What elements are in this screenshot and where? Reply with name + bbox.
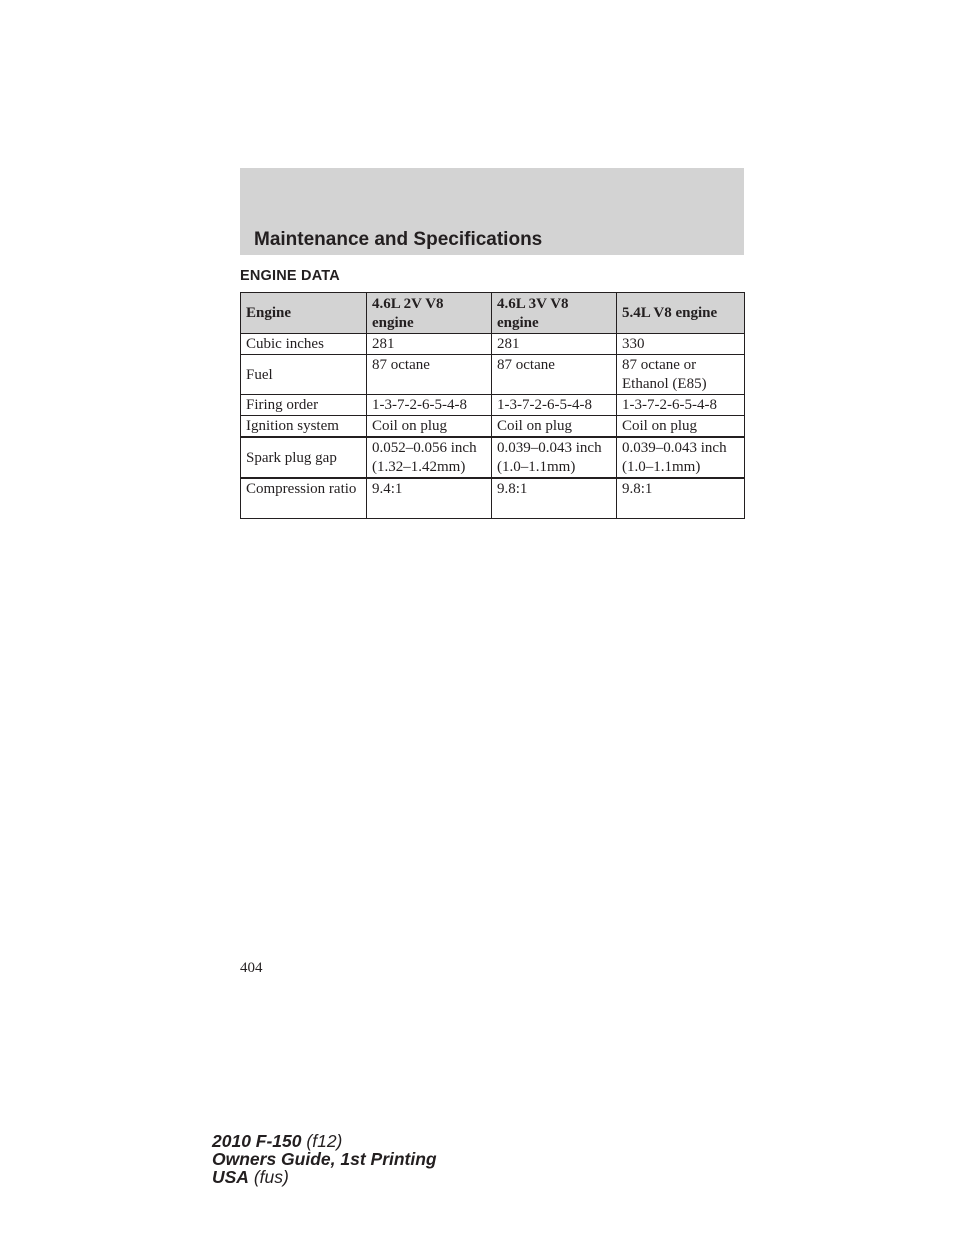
table-cell: 330: [617, 334, 745, 355]
table-cell: Ignition system: [241, 416, 367, 438]
table-cell: 87 octane: [492, 355, 617, 395]
table-cell: 9.4:1: [367, 478, 492, 519]
table-row: [241, 416, 745, 438]
table-cell: Compression ratio: [241, 478, 367, 519]
table-row: [241, 478, 745, 519]
table-header-row: [241, 293, 745, 334]
table-cell: 87 octane: [367, 355, 492, 395]
table-cell: 0.039–0.043 inch (1.0–1.1mm): [617, 437, 745, 478]
table-cell: 0.039–0.043 inch (1.0–1.1mm): [492, 437, 617, 478]
chapter-title: Maintenance and Specifications: [254, 229, 543, 250]
section-header-band: [240, 168, 744, 255]
footer-line-model: [212, 1132, 437, 1150]
section-title: ENGINE DATA: [240, 268, 340, 284]
column-header: 5.4L V8 engine: [617, 293, 745, 334]
table-cell: Spark plug gap: [241, 437, 367, 478]
footer-line-guide: [212, 1150, 437, 1168]
engine-data-table: [240, 292, 745, 519]
table-cell: Coil on plug: [367, 416, 492, 438]
table-cell: 1-3-7-2-6-5-4-8: [617, 395, 745, 416]
document-footer: [212, 1132, 437, 1186]
table-cell: Fuel: [241, 355, 367, 395]
table-cell: Firing order: [241, 395, 367, 416]
table-row: [241, 334, 745, 355]
table-cell: 1-3-7-2-6-5-4-8: [367, 395, 492, 416]
table-cell: 281: [492, 334, 617, 355]
footer-line-market: [212, 1168, 437, 1186]
table-cell: 281: [367, 334, 492, 355]
footer-model-code: (f12): [306, 1131, 343, 1151]
footer-market-code: (fus): [253, 1167, 289, 1187]
table-cell: Cubic inches: [241, 334, 367, 355]
table-row: [241, 355, 745, 395]
table-cell: 9.8:1: [492, 478, 617, 519]
footer-model: 2010 F-150: [212, 1131, 302, 1151]
table-cell: 0.052–0.056 inch (1.32–1.42mm): [367, 437, 492, 478]
table-row: [241, 437, 745, 478]
column-header: Engine: [241, 293, 367, 334]
table-row: [241, 395, 745, 416]
page-number: 404: [240, 960, 263, 976]
column-header: 4.6L 2V V8 engine: [367, 293, 492, 334]
table-cell: 87 octane or Ethanol (E85): [617, 355, 745, 395]
footer-guide: Owners Guide, 1st Printing: [212, 1149, 437, 1169]
table-cell: 1-3-7-2-6-5-4-8: [492, 395, 617, 416]
column-header: 4.6L 3V V8 engine: [492, 293, 617, 334]
footer-market: USA: [212, 1167, 249, 1187]
table-cell: 9.8:1: [617, 478, 745, 519]
table-cell: Coil on plug: [617, 416, 745, 438]
table-cell: Coil on plug: [492, 416, 617, 438]
